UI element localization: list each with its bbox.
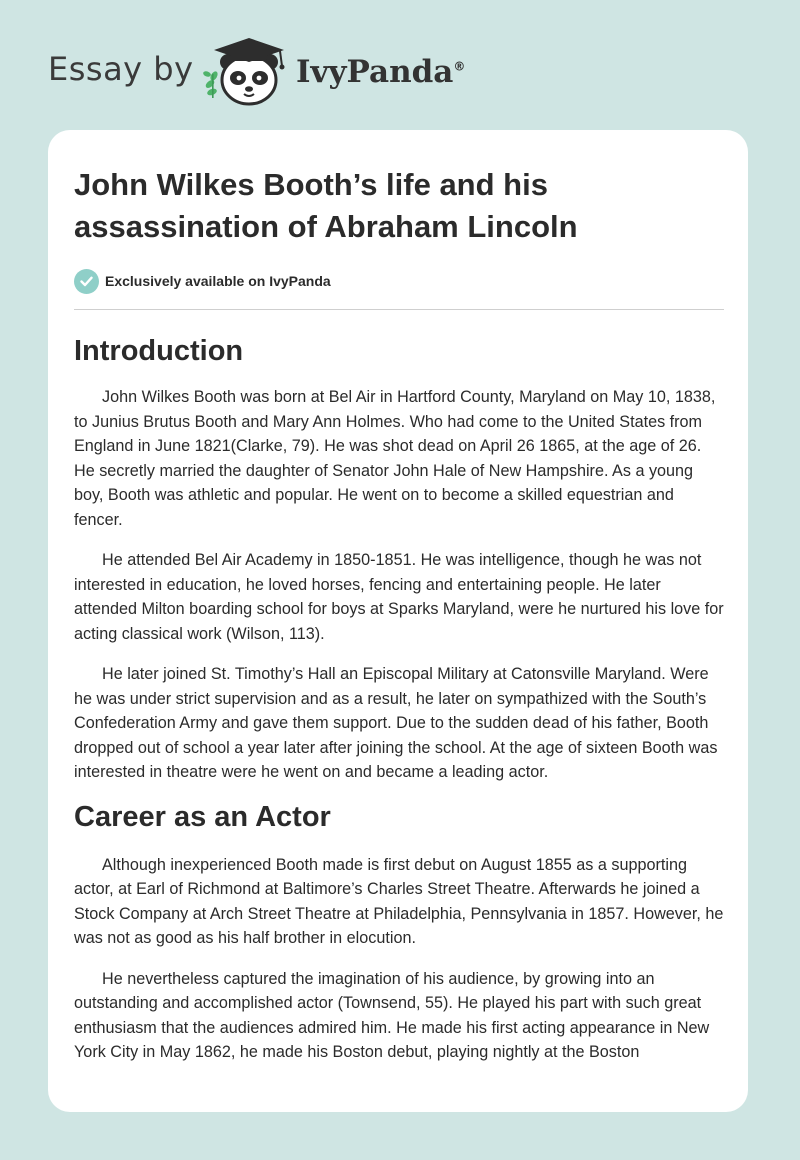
paragraph: He attended Bel Air Academy in 1850-1851. He was intelligence, though he was not interested in education, he loved horses, fencing and entertaining people. He later attended Milton boarding school for boys at Sparks Maryland, were he nurtured his love for acting classical work (Wilson, 113).: [74, 551, 724, 643]
paragraph: He later joined St. Timothy’s Hall an Episcopal Military at Catonsville Maryland. Were he was under strict supervision and as a result, he later on sympathized with the South’s Confederation Army and gave them support. Due to the sudden dead of his father, Booth dropped out of school a year later after joining the school. At the age of sixteen Booth was interested in theatre were he went on and became a leading actor.: [74, 665, 718, 781]
divider: [74, 309, 724, 310]
panda-logo-icon[interactable]: [200, 34, 296, 110]
brand-name-text: IvyPanda: [296, 54, 454, 90]
essay-card: [48, 130, 748, 1112]
badge-text: Exclusively available on IvyPanda: [105, 273, 331, 289]
registered-mark: ®: [453, 59, 466, 74]
brand-prefix: Essay by: [48, 50, 194, 88]
essay-content: [74, 164, 724, 1065]
brand-name: [296, 54, 465, 90]
paragraph: He nevertheless captured the imagination of his audience, by growing into an outstanding and accomplished actor (Townsend, 55). He played his part with such great enthusiasm that the audiences admired him. He made his first acting appearance in New York City in May 1862, he made his Boston debut, playing nightly at the Boston: [74, 969, 710, 1061]
essay-title: John Wilkes Booth’s life and his assassination of Abraham Lincoln: [74, 167, 578, 244]
section-heading-career: Career as an Actor: [74, 800, 331, 833]
site-header: [0, 0, 800, 130]
paragraph: John Wilkes Booth was born at Bel Air in Hartford County, Maryland on May 10, 1838, to Junius Brutus Booth and Mary Ann Holmes. Who had come to the United States from England in June 1821(Clarke, 79). He was shot dead on April 26 1865, at the age of 26. He secretly married the daughter of Senator John Hale of New Hampshire. As a young boy, Booth was athletic and popular. He went on to become a skilled equestrian and fencer.: [74, 388, 716, 529]
paragraph: Although inexperienced Booth made is first debut on August 1855 as a supporting actor, at Earl of Richmond at Baltimore’s Charles Street Theatre. Afterwards he joined a Stock Company at Arch Street Theatre at Philadelphia, Pennsylvania in 1857. However, he was not as good as his half brother in elocution.: [74, 855, 724, 947]
section-heading-introduction: Introduction: [74, 335, 244, 367]
exclusive-badge: [74, 268, 724, 294]
check-icon: [74, 269, 99, 294]
